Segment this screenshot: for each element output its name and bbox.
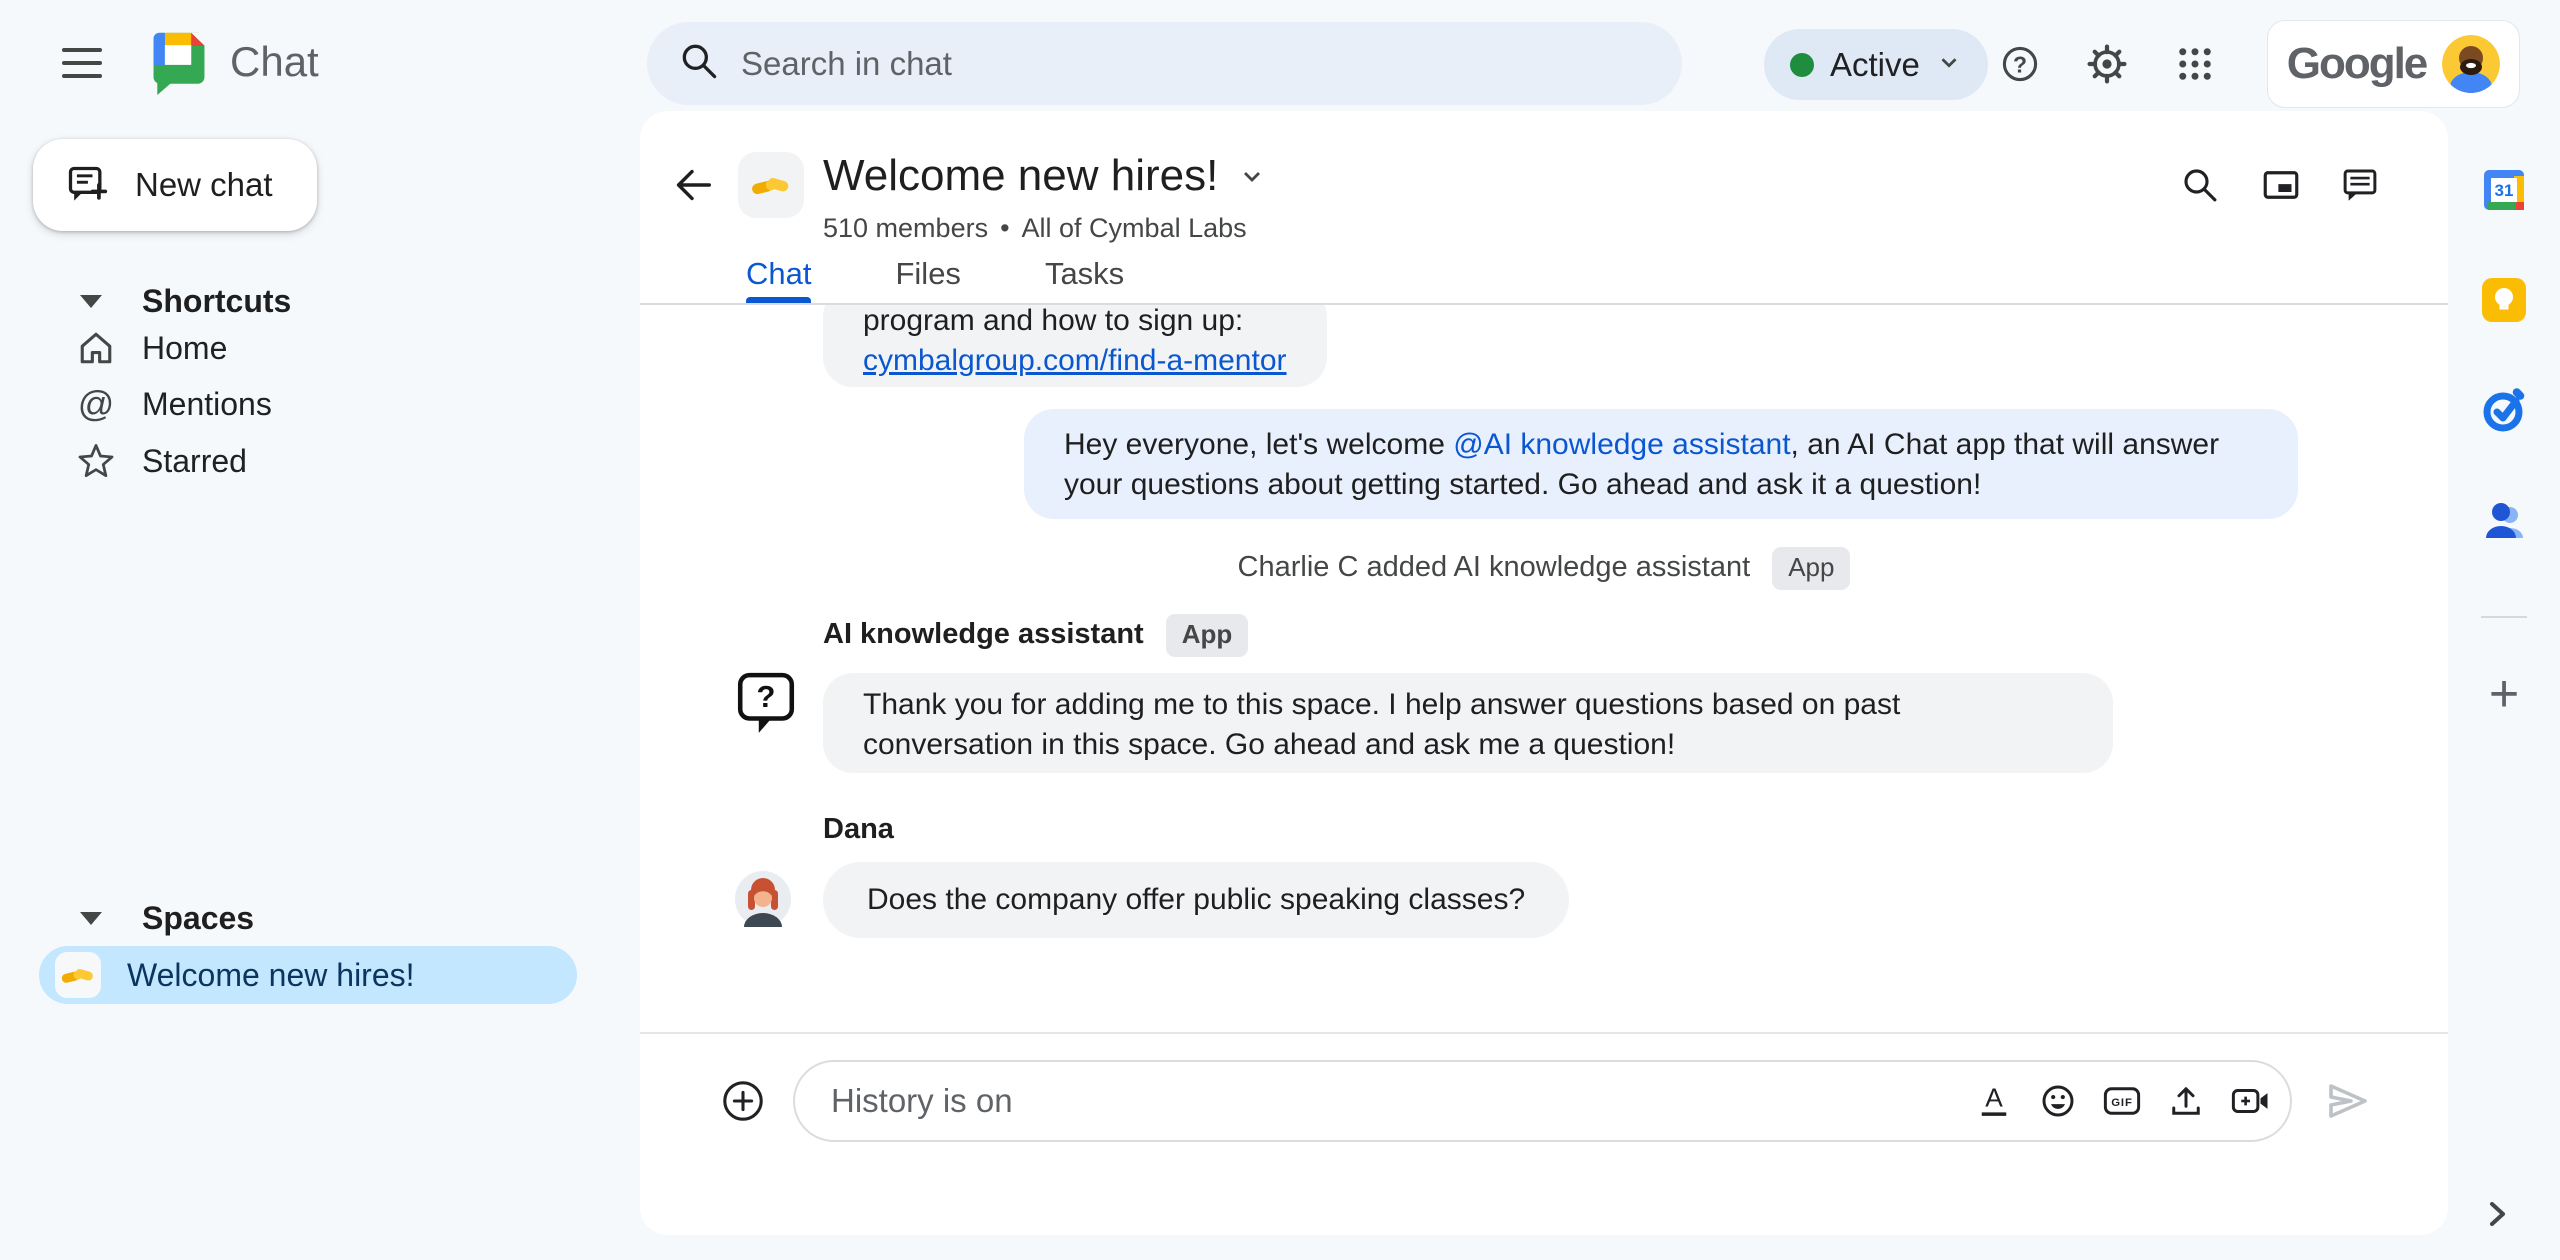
picture-in-picture-icon — [2260, 164, 2302, 206]
composer-area — [640, 1032, 2448, 1235]
format-text-icon — [1973, 1080, 2015, 1122]
google-apps-button[interactable] — [2171, 40, 2219, 88]
send-icon — [2324, 1077, 2372, 1125]
message-input-container[interactable] — [793, 1060, 2292, 1142]
gif-button[interactable] — [2098, 1077, 2146, 1125]
handshake-emoji — [750, 164, 792, 206]
sidebar-space-welcome-new-hires[interactable]: Welcome new hires! — [39, 946, 577, 1004]
top-bar — [0, 0, 2560, 111]
tab-tasks[interactable]: Tasks — [1044, 256, 1125, 291]
status-selector[interactable] — [1764, 29, 1988, 100]
message-bubble: Thank you for adding me to this space. I help answer questions based on past conversation in this space. Go ahead and ask me a question! — [823, 673, 2113, 773]
collapse-triangle-icon — [80, 912, 102, 925]
message-list[interactable] — [640, 305, 2448, 1032]
upload-button[interactable] — [2162, 1077, 2210, 1125]
dot-separator: • — [1000, 213, 1010, 243]
video-meeting-button[interactable] — [2226, 1077, 2274, 1125]
svg-text:?: ? — [2013, 51, 2027, 78]
message-bubble-highlighted: Hey everyone, let's welcome @AI knowledge assistant, an AI Chat app that will answer your questions about getting started. Go ahead and ask it a question! — [1024, 409, 2298, 519]
tasks-icon[interactable] — [2480, 386, 2528, 434]
search-bar[interactable] — [647, 22, 1682, 105]
account-switcher[interactable] — [2267, 20, 2520, 108]
text-format-button[interactable] — [1970, 1077, 2018, 1125]
chat-bubble-icon — [2339, 164, 2381, 206]
settings-button[interactable] — [2083, 40, 2131, 88]
bot-message-group — [756, 614, 2298, 773]
search-in-space-button[interactable] — [2176, 161, 2224, 209]
back-arrow-icon — [669, 162, 715, 208]
chevron-down-icon — [1238, 162, 1266, 190]
emoji-icon — [2037, 1080, 2079, 1122]
spaces-section-header[interactable]: Spaces — [0, 896, 254, 940]
new-chat-button[interactable] — [33, 139, 317, 231]
gear-icon — [2085, 42, 2129, 86]
svg-text:GIF: GIF — [2111, 1096, 2133, 1109]
help-button[interactable] — [1996, 40, 2044, 88]
new-chat-icon — [65, 163, 109, 207]
composer-toolbar — [1970, 1077, 2274, 1125]
sender-name-row — [823, 614, 2298, 657]
svg-text:?: ? — [756, 679, 776, 715]
google-chat-logo — [150, 30, 208, 101]
new-chat-label: New chat — [135, 166, 273, 203]
upload-icon — [2165, 1080, 2207, 1122]
svg-text:A: A — [1985, 1082, 2003, 1113]
sender-name[interactable]: AI knowledge assistant — [823, 618, 1144, 651]
member-count[interactable]: 510 members — [823, 213, 989, 243]
search-icon — [677, 39, 721, 88]
app-badge: App — [1166, 614, 1249, 657]
message-bubble-clipped — [823, 305, 1327, 387]
threads-button[interactable] — [2336, 161, 2384, 209]
send-button[interactable] — [2324, 1077, 2372, 1125]
search-icon — [2179, 164, 2221, 206]
app-badge: App — [1772, 547, 1850, 590]
space-avatar[interactable] — [738, 152, 804, 218]
back-button[interactable] — [668, 161, 716, 209]
question-bubble-icon[interactable] — [735, 670, 797, 741]
active-status-dot — [1790, 53, 1814, 77]
search-input[interactable] — [741, 45, 1652, 83]
avatar[interactable] — [735, 871, 791, 932]
status-label: Active — [1830, 45, 1920, 83]
google-wordmark: Google — [2286, 39, 2427, 88]
sidebar-item-home[interactable]: Home — [0, 320, 600, 376]
handshake-emoji — [55, 952, 101, 998]
space-subtitle — [823, 213, 1247, 244]
message-input[interactable] — [831, 1082, 1970, 1120]
at-icon: @ — [77, 383, 115, 424]
sender-name[interactable]: Dana — [823, 813, 894, 845]
sidebar-item-starred[interactable]: Starred — [0, 433, 600, 489]
emoji-button[interactable] — [2034, 1077, 2082, 1125]
left-sidebar — [0, 111, 640, 1260]
chat-panel — [640, 111, 2448, 1235]
user-avatar[interactable] — [2442, 35, 2500, 93]
shortcuts-section-header[interactable]: Shortcuts — [0, 279, 291, 323]
keep-icon[interactable] — [2480, 276, 2528, 324]
star-icon — [72, 437, 120, 485]
rail-divider — [2481, 616, 2527, 618]
svg-text:31: 31 — [2494, 181, 2514, 200]
system-message: Charlie C added AI knowledge assistant App — [640, 547, 2448, 590]
message-text: program and how to sign up: — [863, 305, 1244, 337]
message-bubble: Does the company offer public speaking classes? — [823, 862, 1569, 938]
video-plus-icon — [2229, 1080, 2271, 1122]
chevron-down-icon — [1936, 49, 1962, 80]
space-tabs — [722, 245, 1148, 303]
tab-files[interactable]: Files — [895, 256, 961, 291]
home-icon — [72, 324, 120, 372]
help-icon — [1998, 42, 2042, 86]
space-title-menu[interactable] — [823, 151, 1266, 201]
apps-grid-icon — [2174, 43, 2216, 85]
tab-chat[interactable]: Chat — [722, 245, 835, 303]
ai-assistant-mention[interactable]: @AI knowledge assistant — [1453, 428, 1791, 461]
collapse-panel-chevron-icon[interactable] — [2480, 1197, 2514, 1236]
calendar-icon[interactable] — [2480, 166, 2528, 214]
user-message-group — [823, 813, 2298, 938]
org-name: All of Cymbal Labs — [1021, 213, 1247, 243]
open-in-window-button[interactable] — [2257, 161, 2305, 209]
page-title: Welcome new hires! — [823, 151, 1219, 200]
contacts-icon[interactable] — [2480, 496, 2528, 544]
get-add-ons-button[interactable]: + — [2488, 665, 2520, 723]
side-panel-rail — [2448, 111, 2560, 1260]
gif-icon — [2101, 1080, 2143, 1122]
mentor-link[interactable]: cymbalgroup.com/find-a-mentor — [863, 344, 1287, 377]
app-name: Chat — [230, 38, 319, 85]
collapse-triangle-icon — [80, 295, 102, 308]
add-attachment-button[interactable] — [719, 1077, 767, 1125]
sidebar-item-mentions[interactable]: @ Mentions — [0, 376, 600, 432]
plus-circle-icon — [720, 1078, 766, 1124]
main-menu-icon[interactable] — [62, 48, 102, 78]
